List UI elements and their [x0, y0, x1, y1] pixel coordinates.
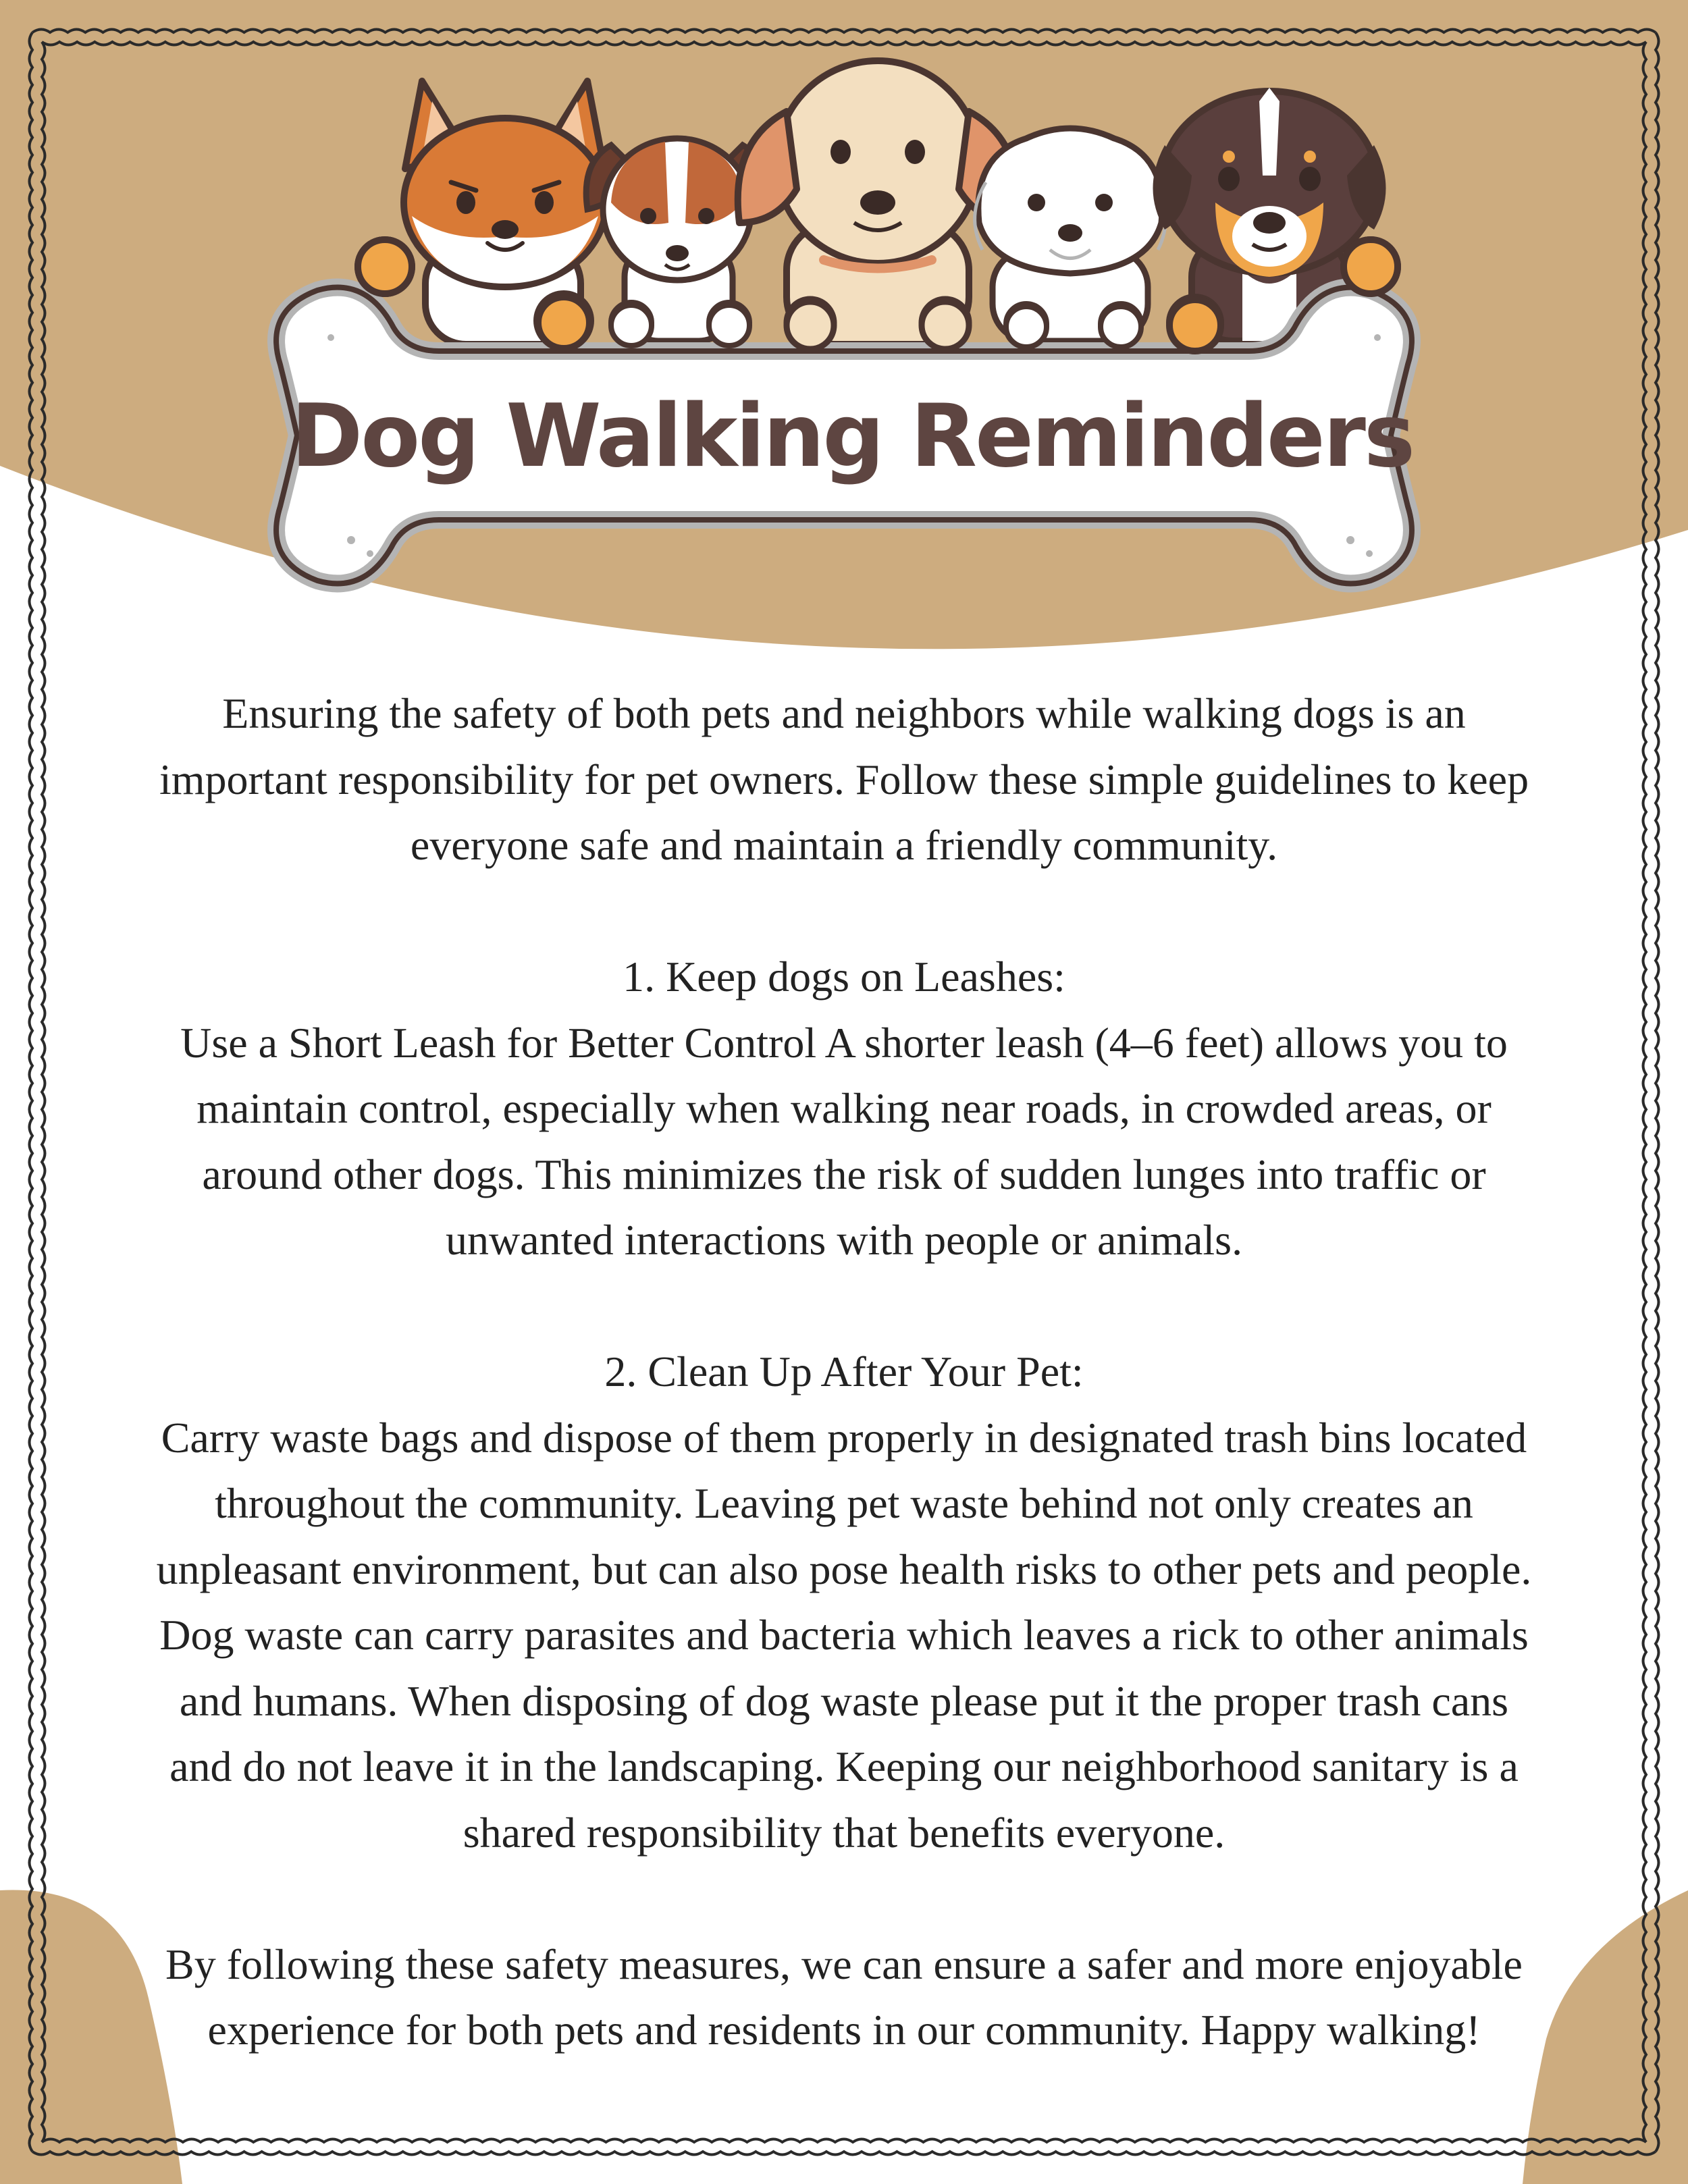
section-line: Carry waste bags and dispose of them properly in designated trash bins located	[161, 1413, 1527, 1462]
section-heading-cleanup: 2. Clean Up After Your Pet:	[604, 1348, 1084, 1395]
section-line: Dog waste can carry parasites and bacteria which leaves a rick to other animals	[159, 1611, 1529, 1659]
border-scallop	[42, 2139, 1646, 2143]
intro-line: Ensuring the safety of both pets and neighbors while walking dogs is an	[222, 689, 1466, 737]
intro-block	[47, 681, 1641, 2063]
section-line: throughout the community. Leaving pet waste behind not only creates an	[215, 1479, 1473, 1527]
header-illustration	[0, 0, 1688, 641]
section-line: unwanted interactions with people or animals.	[445, 1216, 1243, 1264]
intro-line: everyone safe and maintain a friendly community.	[410, 821, 1278, 869]
border-scallop	[32, 2152, 1656, 2155]
section-heading-leashes: 1. Keep dogs on Leashes:	[623, 953, 1065, 1001]
intro-line: important responsibility for pet owners. Follow these simple guidelines to keep	[159, 755, 1529, 803]
section-line: shared responsibility that benefits everyone.	[463, 1808, 1225, 1857]
section-line: and do not leave it in the landscaping. Keeping our neighborhood sanitary is a	[169, 1742, 1519, 1790]
page-title: Dog Walking Reminders	[290, 386, 1414, 487]
section-line: unpleasant environment, but can also pose health risks to other pets and people.	[156, 1545, 1532, 1593]
section-line: around other dogs. This minimizes the risk of sudden lunges into traffic or	[202, 1150, 1486, 1198]
section-line: maintain control, especially when walking near roads, in crowded areas, or	[196, 1084, 1492, 1132]
section-line: Use a Short Leash for Better Control A shorter leash (4–6 feet) allows you to	[180, 1018, 1508, 1067]
section-line: and humans. When disposing of dog waste please put it the proper trash cans	[179, 1676, 1509, 1725]
closing-line: experience for both pets and residents in our community. Happy walking!	[207, 2006, 1481, 2054]
closing-line: By following these safety measures, we can ensure a safer and more enjoyable	[165, 1940, 1523, 1988]
